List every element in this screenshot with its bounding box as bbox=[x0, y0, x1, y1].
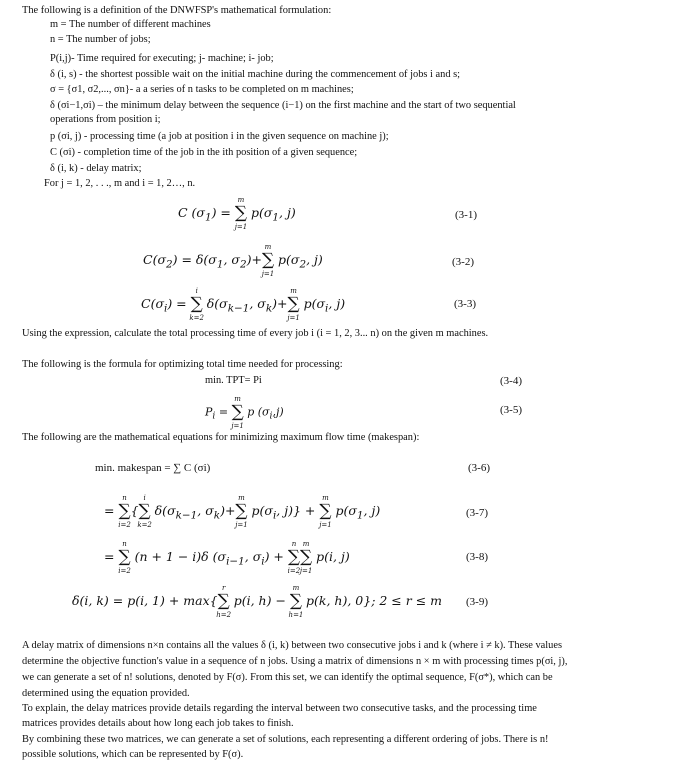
definition-line: δ (i, s) - the shortest possible wait on the initial machine during the commencement of jobs i and s; bbox=[50, 69, 461, 80]
equation-3-1: C $(\sigma_1)$ = m ∑ j=1 $p(\sigma_1$, j) bbox=[178, 196, 296, 231]
equation-3-8: = n ∑ i=2 (n + 1 − i)δ ($\sigma_{i-1}$, $\sigma_i$) + n ∑ i=2 m ∑ j=1 p(i, j) bbox=[104, 540, 350, 575]
intro-text: The following is a definition of the DNWFSP's mathematical formulation: bbox=[22, 5, 332, 16]
equation-3-3: $C(\sigma_i)$ = i ∑ k=2 $\delta(\sigma_{k-1}$, $\sigma_k)+$ m ∑ j=1 $p(\sigma_i$, j) bbox=[141, 287, 346, 322]
closing-line: A delay matrix of dimensions n×n contains all the values δ (i, k) between two consecutive jobs i and k (where i ≠ k). These values bbox=[22, 640, 562, 651]
summation-symbol: i ∑ k=2 bbox=[189, 287, 204, 322]
equation-3-2: $C(\sigma_2) = \delta(\sigma_1$, $\sigma_2)+$ m ∑ j=1 $p(\sigma_2$, j) bbox=[143, 243, 323, 278]
definition-line: m = The number of different machines bbox=[50, 19, 211, 30]
summation-symbol: n ∑ i=2 bbox=[287, 540, 301, 575]
paragraph-optimize: The following is the formula for optimizing total time needed for processing: bbox=[22, 359, 343, 370]
summation-symbol: m ∑ j=1 bbox=[234, 196, 248, 231]
summation-symbol: i ∑ k=2 bbox=[137, 494, 152, 529]
closing-line: matrices provides details about how long each job takes to finish. bbox=[22, 718, 294, 729]
equation-number: (3-6) bbox=[468, 462, 490, 474]
definition-line: δ (σi−1,σi) – the minimum delay between the sequence (i−1) on the first machine and the start of two sequential bbox=[50, 100, 516, 111]
summation-symbol: m ∑ j=1 bbox=[287, 287, 300, 322]
closing-line: By combining these two matrices, we can generate a set of solutions, each representing a different ordering of jobs. There is n! bbox=[22, 734, 549, 745]
equation-3-9: δ(i, k) = p(i, 1) + max{ r ∑ h=2 p(i, h) − m ∑ h=1 p(k, h), 0}; 2 ≤ r ≤ m bbox=[72, 584, 443, 619]
equation-number: (3-3) bbox=[454, 298, 476, 310]
definition-line: For j = 1, 2, . . ., m and i = 1, 2…, n. bbox=[44, 178, 196, 189]
closing-line: we can generate a set of n! solutions, denoted by F(σ). From this set, we can identify the optimal sequence, F(σ*), which can be bbox=[22, 672, 553, 683]
definition-line: operations from position i; bbox=[50, 114, 161, 125]
equation-3-7: = n ∑ i=2 { i ∑ k=2 $\delta(\sigma_{k-1}$, $\sigma_k)+$ m ∑ j=1 $p(\sigma_i$, j)} + m ∑ j=1 $p(\sigma_1$, j) bbox=[104, 494, 381, 529]
equation-number: (3-2) bbox=[452, 256, 474, 268]
equation-number: (3-5) bbox=[500, 404, 522, 416]
equation-3-5: $P_i$ = m ∑ j=1 p $(\sigma_i,j)$ bbox=[205, 395, 284, 430]
definition-line: P(i,j)- Time required for executing; j- machine; i- job; bbox=[50, 53, 274, 64]
summation-symbol: m ∑ h=1 bbox=[288, 584, 304, 619]
summation-symbol: m ∑ j=1 bbox=[235, 494, 248, 529]
equation-number: (3-8) bbox=[466, 551, 488, 563]
summation-symbol: n ∑ i=2 bbox=[118, 494, 131, 529]
paragraph-calc: Using the expression, calculate the total processing time of every job i (i = 1, 2, 3... n) on the given m machines. bbox=[22, 328, 489, 339]
min-tpt-formula: min. TPT= Pi bbox=[205, 375, 262, 386]
closing-line: possible solutions, which can be represented by F(σ). bbox=[22, 749, 244, 760]
equation-number: (3-7) bbox=[466, 507, 488, 519]
summation-symbol: n ∑ i=2 bbox=[118, 540, 131, 575]
equation-number: (3-9) bbox=[466, 596, 488, 608]
summation-symbol: m ∑ j=1 bbox=[299, 540, 313, 575]
summation-symbol: r ∑ h=2 bbox=[216, 584, 232, 619]
paragraph-makespan: The following are the mathematical equations for minimizing maximum flow time (makespan): bbox=[22, 432, 420, 443]
definition-line: p (σi, j) - processing time (a job at position i in the given sequence on machine j); bbox=[50, 131, 389, 142]
min-makespan-formula: min. makespan = ∑ C (σi) bbox=[95, 462, 211, 474]
summation-symbol: m ∑ j=1 bbox=[261, 243, 275, 278]
equation-number: (3-4) bbox=[500, 375, 522, 387]
definition-line: n = The number of jobs; bbox=[50, 34, 151, 45]
definition-line: σ = {σ1, σ2,..., σn}- a a series of n tasks to be completed on m machines; bbox=[50, 84, 354, 95]
definition-line: C (σi) - completion time of the job in the ith position of a given sequence; bbox=[50, 147, 358, 158]
closing-line: determine the objective function's value in a sequence of n jobs. Using a matrix of dimensions n × m with processing times p(σi, j), bbox=[22, 656, 568, 667]
summation-symbol: m ∑ j=1 bbox=[231, 395, 244, 430]
definition-line: δ (i, k) - delay matrix; bbox=[50, 163, 142, 174]
closing-line: To explain, the delay matrices provide details regarding the interval between two consecutive tasks, and the processing time bbox=[22, 703, 537, 714]
summation-symbol: m ∑ j=1 bbox=[319, 494, 332, 529]
closing-line: determined using the equation provided. bbox=[22, 688, 190, 699]
equation-number: (3-1) bbox=[455, 209, 477, 221]
